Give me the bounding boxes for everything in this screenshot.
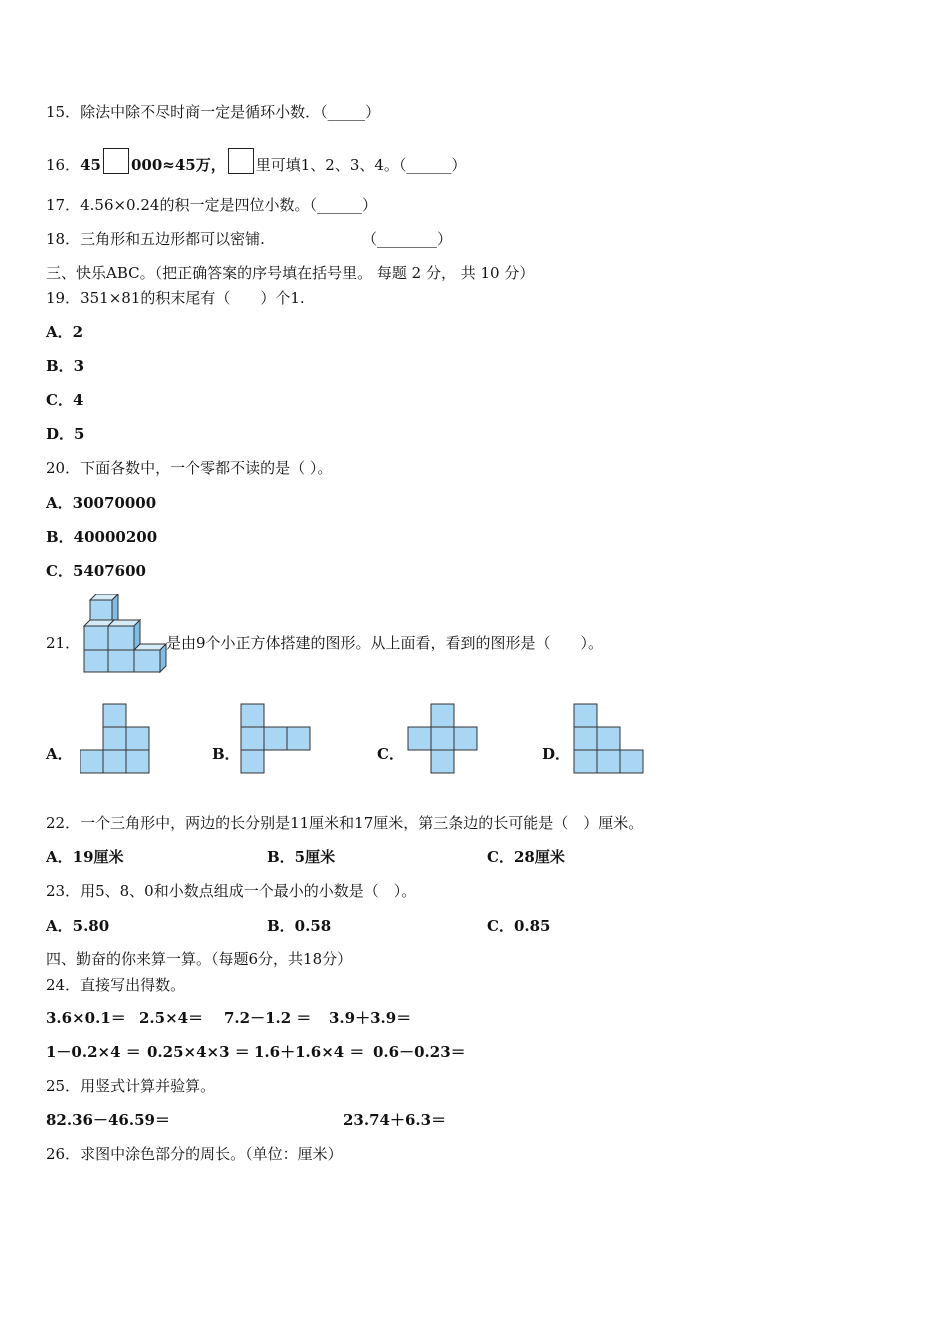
calc-item: 0.25×4×3 ＝ — [147, 1043, 250, 1061]
option-a-figure[interactable] — [80, 703, 150, 774]
blank-box[interactable] — [103, 148, 129, 174]
calc-item: 7.2－1.2 ＝ — [224, 1009, 312, 1027]
option-c-figure[interactable] — [407, 703, 478, 774]
option-c[interactable]: C．4 — [46, 391, 84, 409]
question-26 — [46, 1144, 343, 1164]
calc-item: 23.74＋6.3＝ — [343, 1111, 447, 1129]
section-4-heading: 四、勤奋的你来算一算。（每题6分，共18分） — [46, 950, 353, 968]
option-d[interactable]: D．5 — [46, 425, 85, 443]
question-23 — [46, 881, 416, 901]
question-22 — [46, 813, 643, 833]
option-b[interactable]: B．40000200 — [46, 528, 158, 546]
option-a[interactable]: A．19厘米 — [46, 848, 124, 866]
question-number: 26． — [46, 1145, 81, 1163]
calc-item: 2.5×4＝ — [139, 1009, 204, 1027]
question-number: 22． — [46, 814, 81, 832]
question-number: 17． — [46, 196, 81, 214]
option-d-label[interactable]: D． — [542, 745, 571, 763]
question-number: 16． — [46, 156, 81, 174]
question-text: 下面各数中，一个零都不读的是（ ）。 — [80, 459, 333, 477]
calc-item: 82.36－46.59＝ — [46, 1111, 170, 1129]
question-text: 4.56×0.24的积一定是四位小数。（______） — [80, 196, 377, 214]
calc-item: 0.6－0.23＝ — [373, 1043, 466, 1061]
option-c[interactable]: C．0.85 — [487, 917, 551, 935]
option-b[interactable]: B．0.58 — [267, 917, 332, 935]
calc-item: 1.6＋1.6×4 ＝ — [254, 1043, 365, 1061]
option-a[interactable]: A．30070000 — [46, 494, 157, 512]
question-text: 用5、8、0和小数点组成一个最小的小数是（ ）。 — [80, 882, 417, 900]
calc-item: 3.6×0.1＝ — [46, 1009, 126, 1027]
option-b[interactable]: B．5厘米 — [267, 848, 336, 866]
question-15 — [46, 102, 380, 122]
blank-box[interactable] — [228, 148, 254, 174]
question-19 — [46, 288, 305, 308]
option-b[interactable]: B．3 — [46, 357, 85, 375]
question-number: 20． — [46, 459, 81, 477]
answer-blank: （________） — [362, 230, 453, 248]
question-text: 直接写出得数。 — [80, 976, 186, 994]
option-a[interactable]: A．2 — [46, 323, 84, 341]
option-a-label[interactable]: A． — [46, 745, 73, 763]
question-number: 18． — [46, 230, 81, 248]
question-number: 19． — [46, 289, 81, 307]
question-16: 16．45 000≈45万， 里可填1、2、3、4。（______） — [46, 148, 466, 175]
question-21-number: 21． — [46, 634, 81, 652]
cube — [108, 620, 140, 650]
calc-item: 3.9＋3.9＝ — [329, 1009, 412, 1027]
question-text: 用竖式计算并验算。 — [80, 1077, 216, 1095]
question-21-text: 是由9个小正方体搭建的图形。从上面看，看到的图形是（ ）。 — [166, 634, 604, 652]
cube-stack-figure — [80, 594, 168, 676]
option-b-label[interactable]: B． — [212, 745, 240, 763]
question-number: 24． — [46, 976, 81, 994]
calc-item: 1－0.2×4 ＝ — [46, 1043, 141, 1061]
question-text: 求图中涂色部分的周长。（单位：厘米） — [80, 1145, 343, 1163]
question-text: 三角形和五边形都可以密铺. — [80, 230, 265, 248]
question-text: 351×81的积末尾有（ ）个1. — [80, 289, 305, 307]
question-17 — [46, 195, 377, 215]
question-20 — [46, 458, 332, 478]
question-number: 15． — [46, 103, 81, 121]
section-3-heading: 三、快乐ABC。（把正确答案的序号填在括号里。 每题 2 分， 共 10 分） — [46, 264, 535, 282]
question-18 — [46, 229, 265, 249]
option-b-figure[interactable] — [240, 703, 311, 774]
option-c-label[interactable]: C． — [377, 745, 404, 763]
question-number: 25． — [46, 1077, 81, 1095]
option-c[interactable]: C．28厘米 — [487, 848, 565, 866]
question-text: 除法中除不尽时商一定是循环小数．（_____） — [80, 103, 381, 121]
option-a[interactable]: A．5.80 — [46, 917, 110, 935]
option-d-figure[interactable] — [573, 703, 644, 774]
question-25 — [46, 1076, 215, 1096]
option-c[interactable]: C．5407600 — [46, 562, 146, 580]
question-number: 23． — [46, 882, 81, 900]
question-text: 一个三角形中，两边的长分别是11厘米和17厘米，第三条边的长可能是（ ）厘米。 — [80, 814, 644, 832]
question-24 — [46, 975, 185, 995]
